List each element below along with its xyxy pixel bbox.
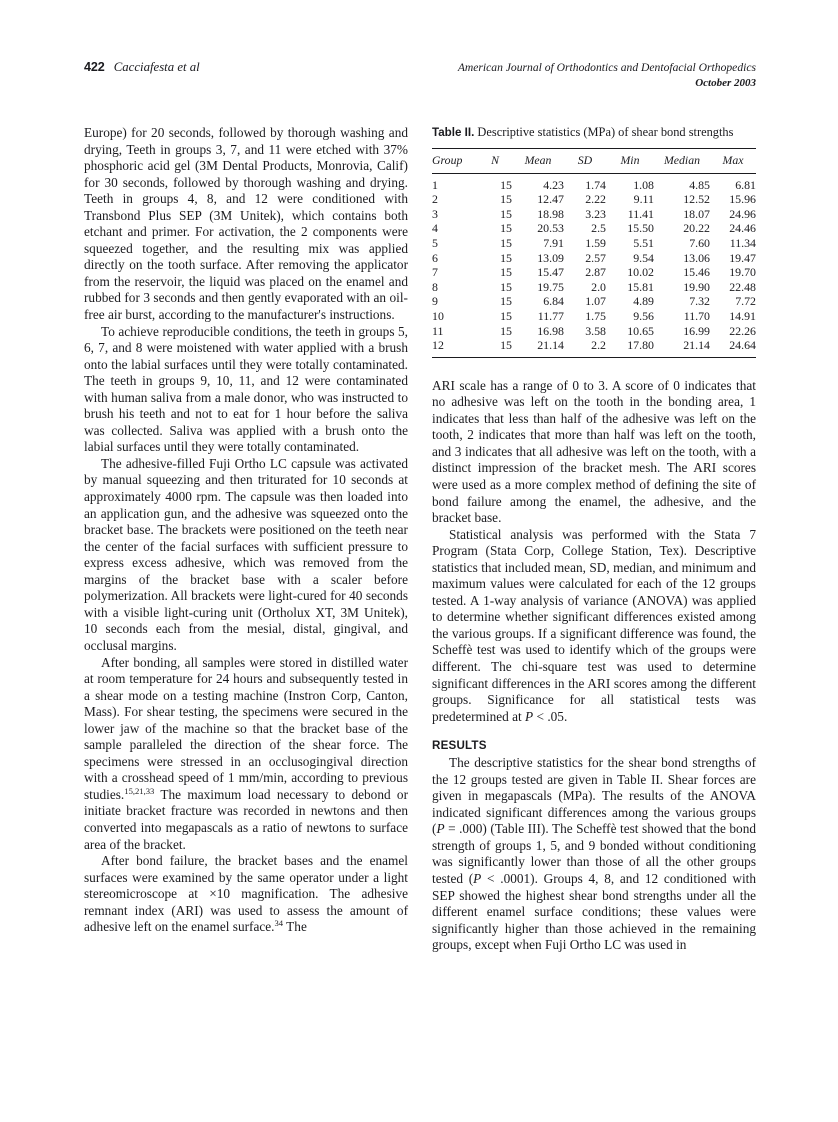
cell-group: 2 bbox=[432, 192, 438, 207]
cell-n: 15 bbox=[500, 235, 512, 250]
ari-text-pre: After bond failure, the bracket bases and the enamel surfaces were examined by the same operator under a light stereomicroscope at ×10 magnification. The adhesive remnant index (ARI) was used to assess the amount of adhesive left on the enamel surface. bbox=[84, 853, 408, 935]
running-head-author: Cacciafesta et al bbox=[113, 60, 200, 74]
cell-group: 12 bbox=[432, 338, 444, 353]
paragraph-results bbox=[432, 755, 756, 954]
table-row bbox=[432, 192, 756, 207]
cell-median: 7.60 bbox=[689, 235, 710, 250]
cell-sd: 2.87 bbox=[585, 265, 606, 280]
p-value-symbol-anova: P bbox=[436, 821, 445, 837]
table-ii-block bbox=[432, 125, 756, 358]
cell-n: 15 bbox=[500, 206, 512, 221]
cell-max: 24.46 bbox=[729, 221, 756, 236]
table-row bbox=[432, 324, 756, 339]
paragraph-statistical-analysis bbox=[432, 527, 756, 726]
table-row bbox=[432, 280, 756, 295]
cell-group: 6 bbox=[432, 250, 438, 265]
table-body bbox=[432, 173, 756, 357]
cell-mean: 6.84 bbox=[543, 294, 564, 309]
ari-text-post: The bbox=[283, 919, 307, 935]
table-ii-label: Table II. bbox=[432, 126, 475, 139]
cell-group: 10 bbox=[432, 308, 444, 323]
column-header-mean: Mean bbox=[512, 148, 564, 173]
descriptive-statistics-table bbox=[432, 148, 756, 358]
column-header-max: Max bbox=[710, 148, 756, 173]
cell-n: 15 bbox=[500, 221, 512, 236]
table-row bbox=[432, 207, 756, 222]
table-row bbox=[432, 294, 756, 309]
cell-n: 15 bbox=[500, 250, 512, 265]
journal-issue-date: October 2003 bbox=[695, 76, 756, 89]
cell-sd: 2.57 bbox=[585, 250, 606, 265]
table-row bbox=[432, 251, 756, 266]
paragraph-bonding: The adhesive-filled Fuji Ortho LC capsule was activated by manual squeezing and then triturated for 10 seconds at approximately 4000 rpm. The capsule was then loaded into an application gun, and the adhesive was squeezed onto the bracket base. The brackets were positioned on the teeth near the center of the facial surfaces with sufficient pressure to express excess adhesive, which was removed from the margins of the bracket base with a scaler before polymerization. All brackets were light-cured for 40 seconds with a visible light-curing unit (Ortholux XT, 3M Unitek), 10 seconds each from the mesial, distal, gingival, and occlusal margins. bbox=[84, 455, 408, 653]
cell-mean: 11.77 bbox=[537, 308, 564, 323]
cell-max: 11.34 bbox=[729, 235, 756, 250]
cell-group: 8 bbox=[432, 279, 438, 294]
cell-sd: 1.75 bbox=[585, 308, 606, 323]
cell-max: 15.96 bbox=[729, 192, 756, 207]
cell-sd: 3.58 bbox=[585, 323, 606, 338]
table-header-row bbox=[432, 148, 756, 173]
paragraph-shear-testing bbox=[84, 655, 408, 854]
cell-median: 13.06 bbox=[683, 250, 710, 265]
cell-n: 15 bbox=[500, 177, 512, 192]
cell-mean: 21.14 bbox=[537, 338, 564, 353]
paragraph-ari-assessment bbox=[84, 853, 408, 936]
cell-n: 15 bbox=[500, 294, 512, 309]
cell-sd: 2.5 bbox=[591, 221, 606, 236]
cell-min: 10.02 bbox=[627, 265, 654, 280]
cell-min: 15.50 bbox=[627, 221, 654, 236]
cell-mean: 18.98 bbox=[537, 206, 564, 221]
cell-max: 6.81 bbox=[735, 177, 756, 192]
cell-max: 24.96 bbox=[729, 206, 756, 221]
cell-median: 19.90 bbox=[683, 279, 710, 294]
cell-max: 14.91 bbox=[729, 308, 756, 323]
cell-sd: 1.59 bbox=[585, 235, 606, 250]
cell-median: 7.32 bbox=[689, 294, 710, 309]
column-header-group: Group bbox=[432, 148, 478, 173]
column-header-min: Min bbox=[606, 148, 654, 173]
cell-min: 5.51 bbox=[633, 235, 654, 250]
paragraph-contamination: To achieve reproducible conditions, the teeth in groups 5, 6, 7, and 8 were moistened with water applied with a brush onto the labial surfaces until they were totally contaminated. The teeth in groups 9, 10, 11, and 12 were contaminated with human saliva from a male donor, who was instructed to brush his teeth and not to eat for 1 hour before the saliva was collected. Saliva was applied with a brush onto the labial surfaces until they were totally contaminated. bbox=[84, 323, 408, 455]
cell-group: 1 bbox=[432, 177, 438, 192]
cell-min: 10.65 bbox=[627, 323, 654, 338]
cell-min: 11.41 bbox=[627, 206, 654, 221]
cell-group: 9 bbox=[432, 294, 438, 309]
results-text-seg-1: The descriptive statistics for the shear bond strengths of the 12 groups tested are given in Table II. Shear forces are given in megapascals (MPa). The results of the ANOVA indicated significant differences among the various groups ( bbox=[432, 755, 756, 837]
reference-marker-15-21-33: 15,21,33 bbox=[124, 785, 155, 796]
cell-sd: 2.2 bbox=[591, 338, 606, 353]
cell-sd: 2.22 bbox=[585, 192, 606, 207]
cell-mean: 15.47 bbox=[537, 265, 564, 280]
statistical-analysis-text: Statistical analysis was performed with the Stata 7 Program (Stata Corp, College Station, Tex). Descriptive statistics that included mean, SD, median, and minimum and maximum values were calculated for each of the 12 groups tested. A 1-way analysis of variance (ANOVA) was applied to determine whether significant differences existed among the various groups. If a significant difference was found, the Scheffè test was used to identify which of the groups were different. The chi-square test was used to determine significant differences in the ARI scores among the different groups. Significance for all statistical tests was predetermined at bbox=[432, 526, 756, 724]
left-column bbox=[84, 125, 408, 936]
cell-mean: 13.09 bbox=[537, 250, 564, 265]
table-row bbox=[432, 265, 756, 280]
column-header-n: N bbox=[478, 148, 512, 173]
cell-group: 3 bbox=[432, 206, 438, 221]
column-header-sd: SD bbox=[564, 148, 606, 173]
cell-max: 22.26 bbox=[729, 323, 756, 338]
p-value-symbol-scheffe: P bbox=[473, 871, 482, 887]
cell-group: 5 bbox=[432, 235, 438, 250]
table-header bbox=[432, 148, 756, 173]
table-ii-caption-text: Descriptive statistics (MPa) of shear bond strengths bbox=[477, 125, 734, 139]
column-header-median: Median bbox=[654, 148, 710, 173]
cell-n: 15 bbox=[500, 338, 512, 353]
statistical-analysis-threshold: < .05. bbox=[533, 708, 568, 724]
cell-median: 18.07 bbox=[683, 206, 710, 221]
paragraph-conditioning: Europe) for 20 seconds, followed by thorough washing and drying, Teeth in groups 3, 7, and 11 were etched with 37% phosphoric acid gel (3M Dental Products, Monrovia, Calif) for 30 seconds, followed by thorough washing and drying. Teeth in groups 4, 8, and 12 were conditioned with Transbond Plus SEP (3M Unitek), which contains both etchant and primer. For activation, the 2 components were squeezed together, and the resulting mix was applied directly on the tooth surface. After removing the applicator from the reservoir, the liquid was placed on the enamel and rubbed for 3 seconds and then gently evaporated with an oil-free air burst, according to the manufacturer's instructions. bbox=[84, 125, 408, 323]
cell-sd: 1.07 bbox=[585, 294, 606, 309]
journal-title: American Journal of Orthodontics and Dentofacial Orthopedics bbox=[457, 61, 756, 74]
cell-sd: 1.74 bbox=[585, 177, 606, 192]
reference-marker-34: 34 bbox=[274, 918, 284, 929]
cell-n: 15 bbox=[500, 192, 512, 207]
running-head-right bbox=[458, 60, 756, 91]
cell-median: 4.85 bbox=[689, 177, 710, 192]
cell-min: 17.80 bbox=[627, 338, 654, 353]
cell-max: 22.48 bbox=[729, 279, 756, 294]
shear-testing-text-post: The maximum load necessary to debond or initiate bracket fracture was recorded in newtons and then converted into megapascals as a ratio of newtons to surface area of the bracket. bbox=[84, 786, 408, 852]
results-text-seg-3: < .0001). Groups 4, 8, and 12 conditioned with SEP showed the highest shear bond strengths under all the different enamel surface conditions; these values were significantly higher than those achieved in the remaining groups, except when Fuji Ortho LC was used in bbox=[432, 871, 756, 953]
cell-max: 24.64 bbox=[729, 338, 756, 353]
cell-group: 11 bbox=[432, 323, 444, 338]
cell-min: 1.08 bbox=[633, 177, 654, 192]
cell-group: 7 bbox=[432, 265, 438, 280]
cell-median: 11.70 bbox=[683, 308, 710, 323]
cell-n: 15 bbox=[500, 323, 512, 338]
cell-min: 9.54 bbox=[633, 250, 654, 265]
cell-mean: 7.91 bbox=[543, 235, 564, 250]
cell-mean: 12.47 bbox=[537, 192, 564, 207]
cell-min: 4.89 bbox=[633, 294, 654, 309]
results-heading: RESULTS bbox=[432, 739, 487, 753]
cell-median: 12.52 bbox=[683, 192, 710, 207]
cell-mean: 4.23 bbox=[543, 177, 564, 192]
table-row bbox=[432, 221, 756, 236]
results-text-seg-2: = .000) (Table III). The Scheffè test showed that the bond strength of groups 1, 5, and 9 bonded without conditioning was significantly lower than those of all the other groups tested ( bbox=[432, 821, 756, 887]
running-head-left bbox=[84, 60, 200, 75]
cell-max: 19.70 bbox=[729, 265, 756, 280]
page-folio: 422 bbox=[84, 60, 105, 74]
table-row bbox=[432, 173, 756, 192]
cell-mean: 19.75 bbox=[537, 279, 564, 294]
cell-sd: 3.23 bbox=[585, 206, 606, 221]
cell-median: 16.99 bbox=[683, 323, 710, 338]
cell-median: 21.14 bbox=[683, 338, 710, 353]
cell-mean: 16.98 bbox=[537, 323, 564, 338]
cell-min: 9.11 bbox=[633, 192, 654, 207]
right-column bbox=[432, 125, 756, 954]
table-bottom-rule-row bbox=[432, 357, 756, 358]
table-bottom-rule bbox=[432, 357, 756, 358]
paragraph-ari-scale: ARI scale has a range of 0 to 3. A score of 0 indicates that no adhesive was left on the tooth in the bonding area, 1 indicates that less than half of the adhesive was left on the tooth, 2 indicates that more than half was left on the tooth, and 3 indicates that all adhesive was left on the tooth, with a distinct impression of the bracket mesh. The ARI scores were used as a more complex method of defining the site of bond failure among the enamel, the adhesive, and the bracket base. bbox=[432, 377, 756, 526]
shear-testing-text-pre: After bonding, all samples were stored in distilled water at room temperature for 24 hours and subsequently tested in a shear mode on a testing machine (Instron Corp, Canton, Mass). For shear testing, the specimens were secured in the lower jaw of the machine so that the bracket base of the sample paralleled the direction of the shear force. The specimens were stressed in an occlusogingival direction with a crosshead speed of 1 mm/min, according to previous studies. bbox=[84, 654, 408, 802]
cell-max: 19.47 bbox=[729, 250, 756, 265]
cell-mean: 20.53 bbox=[537, 221, 564, 236]
running-head bbox=[84, 60, 756, 100]
p-value-symbol: P bbox=[525, 708, 534, 724]
cell-median: 15.46 bbox=[683, 265, 710, 280]
cell-n: 15 bbox=[500, 265, 512, 280]
table-row bbox=[432, 236, 756, 251]
cell-n: 15 bbox=[500, 279, 512, 294]
cell-sd: 2.0 bbox=[591, 279, 606, 294]
cell-group: 4 bbox=[432, 221, 438, 236]
table-row bbox=[432, 338, 756, 357]
cell-n: 15 bbox=[500, 308, 512, 323]
cell-min: 9.56 bbox=[633, 308, 654, 323]
table-footer-rule bbox=[432, 357, 756, 358]
table-ii-caption bbox=[432, 125, 756, 141]
cell-min: 15.81 bbox=[627, 279, 654, 294]
cell-median: 20.22 bbox=[683, 221, 710, 236]
cell-max: 7.72 bbox=[735, 294, 756, 309]
table-row bbox=[432, 309, 756, 324]
